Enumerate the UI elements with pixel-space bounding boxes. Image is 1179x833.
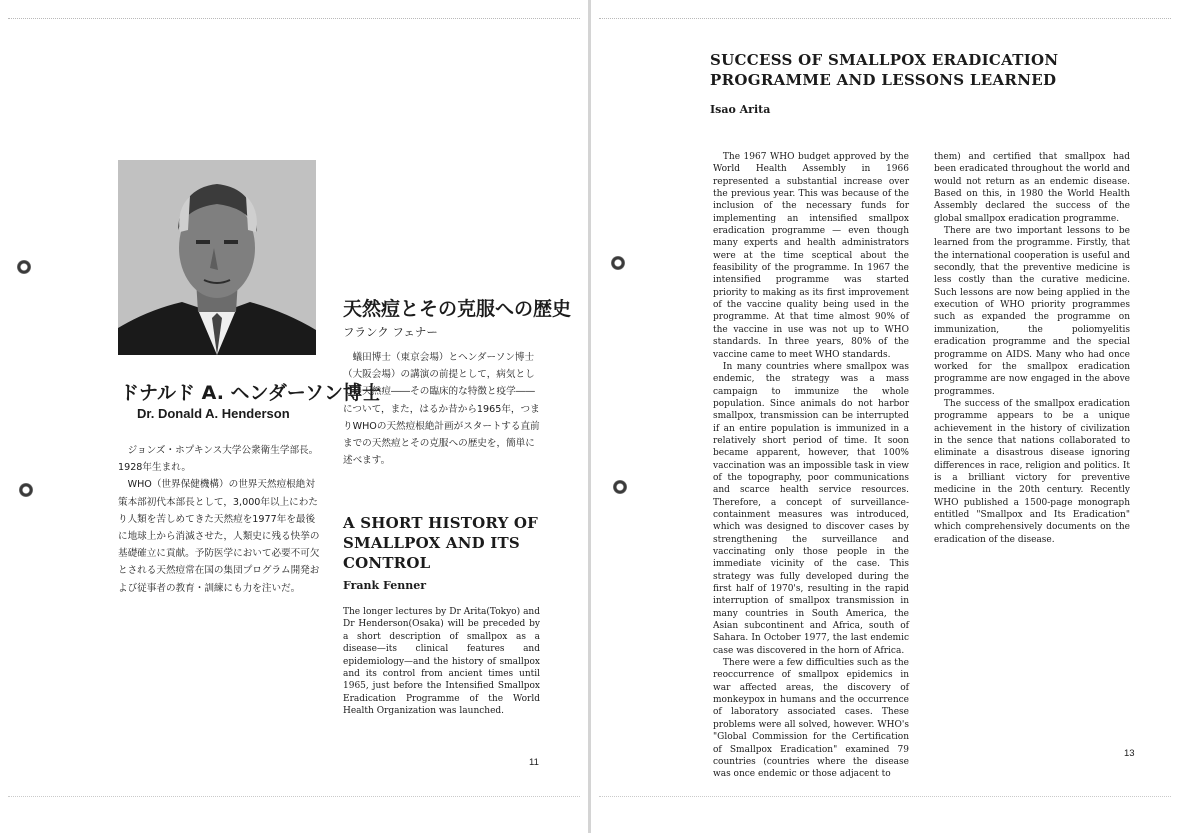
lecture-author-japanese: フランク フェナー	[343, 325, 438, 339]
scan-artifact-bottom	[8, 796, 580, 797]
speaker-name-english: Dr. Donald A. Henderson	[137, 406, 290, 421]
speaker-biography	[118, 442, 323, 597]
article-column-right	[934, 151, 1130, 546]
page-number: 11	[529, 757, 539, 768]
portrait-photo	[118, 160, 316, 355]
history-heading: A SHORT HISTORY OF SMALLPOX AND ITS CONTROL	[343, 514, 539, 572]
article-paragraph: In many countries where smallpox was endemic, the strategy was a mass campaign to immunize the whole population. Since animals do not harbor smallpox, transmission can be interrupted if an entire population is immunized in a relatively short period of time. It soon became apparent, however, that 100% vaccination was an impossible task in view of the topography, poor communications and scarce health service resources. Therefore, a concept of surveillance-containment measures was introduced, which was designed to discover cases by strengthening the surveillance and vaccinating only those people in the immediate vicinity of the case. This strategy was fully developed during the first half of 1970's, resulting in the rapid interruption of smallpox transmission in many countries in South America, the Asian subcontinent and Africa, south of Sahara. In October 1977, the last endemic case was discovered in the horn of Africa.	[713, 361, 909, 656]
biography-paragraph: ジョンズ・ホプキンス大学公衆衛生学部長。1928年生まれ。	[118, 445, 319, 474]
biography-paragraph: WHO（世界保健機構）の世界天然痘根絶対策本部初代本部長として，3,000年以上にわたり人類を苦しめてきた天然痘を1977年を最後に地球上から消滅させた，人類史に残る快挙の基礎確立に貢献。予防医学において必要不可欠とされる天然痘常在国の集団プログラム開発および従事者の教育・訓練にも力を注いだ。	[118, 479, 320, 594]
history-abstract: The longer lectures by Dr Arita(Tokyo) and Dr Henderson(Osaka) will be preceded by a short description of smallpox as a disease—its clinical features and epidemiology—and the history of smallpox and its control from ancient times until 1965, just before the Intensified Smallpox Eradication Programme of the World Health Organization was launched.	[343, 607, 540, 717]
binder-hole-icon	[613, 480, 627, 494]
left-page	[0, 0, 588, 833]
scan-artifact-top	[8, 18, 580, 19]
article-paragraph: The success of the smallpox eradication programme appears to be a unique achievement in the history of civilization in the sence that nations collaborated to eliminate a disastrous disease ignoring differences in race, religion and politics. It is a brilliant victory for preventive medicine in the 20th century. Recently WHO published a 1500-page monograph entitled "Smallpox and Its Eradication" which comprehensively documents on the eradication of the disease.	[934, 398, 1130, 545]
article-title: SUCCESS OF SMALLPOX ERADICATION PROGRAMME AND LESSONS LEARNED	[710, 51, 1059, 89]
article-paragraph: them) and certified that smallpox had been eradicated throughout the world and would not return as an endemic disease. Based on this, in 1980 the World Health Assembly declared the success of the global smallpox eradication programme.	[934, 152, 1130, 224]
binder-hole-icon	[611, 256, 625, 270]
binder-hole-icon	[17, 260, 31, 274]
summary-paragraph: 蟻田博士（東京会場）とヘンダーソン博士（大阪会場）の講演の前提として，病気としての天然痘――その臨床的な特徴と疫学――について，また，はるか昔から1965年，つまりWHOの天然痘根絶計画がスタートする直前までの天然痘とその克服への歴史を，簡単に述べます。	[343, 352, 540, 467]
article-paragraph: There are two important lessons to be learned from the programme. Firstly, that the international cooperation is useful and secondly, that the preventive medicine is less costly than the curative medicine. Such lessons are now being applied in the execution of WHO priority programmes such as expanded the programme on immunization, the poliomyelitis eradication programme and the special programme on AIDS. Many who had once worked for the smallpox eradication programme are now engaged in the above programmes.	[934, 226, 1130, 397]
lecture-summary-japanese	[343, 349, 543, 469]
scan-artifact-top	[599, 18, 1171, 19]
article-column-left	[713, 151, 909, 781]
binder-hole-icon	[19, 483, 33, 497]
article-paragraph: The 1967 WHO budget approved by the World Health Assembly in 1966 represented a substantial increase over the previous year. This was because of the inclusion of the necessary funds for implementing an intensified smallpox eradication programme — even though many experts and health administrators were at the time sceptical about the feasibility of the programme. In 1967 the intensified programme was started priority to making as its first improvement of the vaccine quality being used in the programme. At that time almost 90% of the vaccine in use was not up to WHO standards. In three years, 80% of the vaccine came to meet WHO standards.	[713, 152, 909, 360]
speaker-name-japanese: ドナルド A. ヘンダーソン博士	[120, 382, 382, 404]
page-number: 13	[1124, 748, 1135, 759]
history-author: Frank Fenner	[343, 579, 426, 592]
lecture-title-japanese: 天然痘とその克服への歴史	[343, 298, 572, 320]
right-page	[591, 0, 1179, 833]
article-paragraph: There were a few difficulties such as the reoccurrence of smallpox epidemics in war affected areas, the discovery of monkeypox in humans and the occurrence of laboratory associated cases. These problems were all solved, however. WHO's "Global Commission for the Certification of Smallpox Eradication" examined 79 countries (countries where the disease was once endemic or those adjacent to	[713, 658, 909, 780]
article-author: Isao Arita	[710, 103, 771, 116]
scan-artifact-bottom	[599, 796, 1171, 797]
